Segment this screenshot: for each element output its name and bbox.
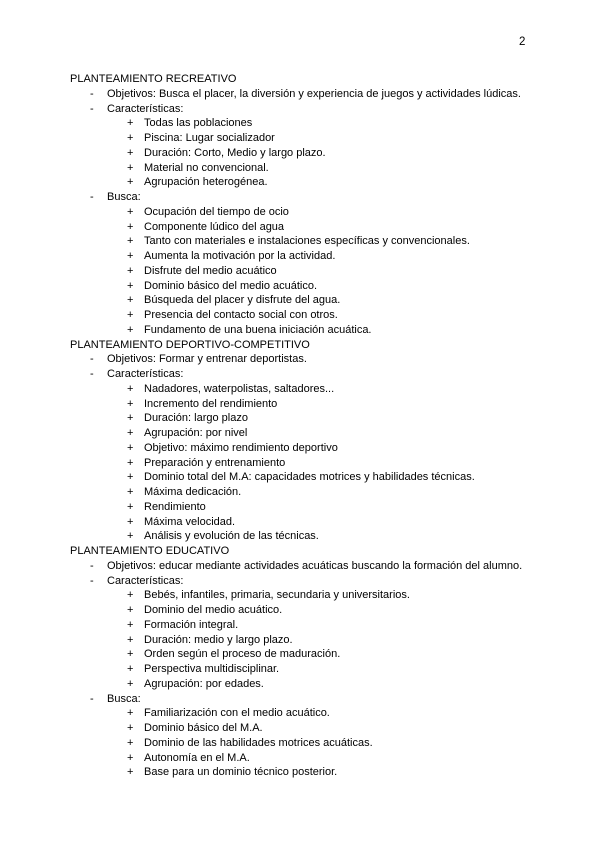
sub-list-item-text: Componente lúdico del agua xyxy=(144,220,285,233)
plus-bullet: + xyxy=(127,707,134,720)
section-title: PLANTEAMIENTO RECREATIVO xyxy=(70,73,237,85)
sub-list-item xyxy=(70,323,580,338)
sub-list-item-text: Tanto con materiales e instalaciones específicas y convencionales. xyxy=(144,235,470,248)
plus-bullet: + xyxy=(127,294,134,307)
plus-bullet: + xyxy=(127,441,134,454)
dash-bullet: - xyxy=(90,102,94,115)
plus-bullet: + xyxy=(127,677,134,690)
sub-list-item-text: Perspectiva multidisciplinar. xyxy=(144,663,280,675)
sub-list-item-text: Incremento del rendimiento xyxy=(144,397,278,410)
sub-list-item-text: Agrupación heterogénea. xyxy=(144,176,268,189)
plus-bullet: + xyxy=(127,722,134,734)
sub-list-item xyxy=(70,441,580,456)
list-item-text: Características: xyxy=(107,368,184,380)
list-item xyxy=(70,367,580,382)
list-item xyxy=(70,190,580,205)
dash-bullet: - xyxy=(90,87,94,100)
plus-bullet: + xyxy=(127,397,134,410)
plus-bullet: + xyxy=(127,500,134,513)
sub-list-item xyxy=(70,146,580,161)
sub-list-item-text: Duración: Corto, Medio y largo plazo. xyxy=(144,146,326,159)
sub-list-item xyxy=(70,161,580,176)
sub-list-item-text: Duración: medio y largo plazo. xyxy=(144,633,293,646)
sub-list-item xyxy=(70,131,580,146)
list-item xyxy=(70,574,580,589)
sub-list-item-text: Nadadores, waterpolistas, saltadores... xyxy=(144,382,335,395)
dash-bullet: - xyxy=(90,559,94,572)
sub-list-item-text: Presencia del contacto social con otros. xyxy=(144,309,338,321)
sub-list-item xyxy=(70,647,580,662)
plus-bullet: + xyxy=(127,205,134,218)
plus-bullet: + xyxy=(127,382,134,395)
plus-bullet: + xyxy=(127,648,134,661)
plus-bullet: + xyxy=(127,264,134,277)
dash-bullet: - xyxy=(90,353,94,366)
sub-list-item-text: Análisis y evolución de las técnicas. xyxy=(144,530,319,543)
sub-list-item-text: Base para un dominio técnico posterior. xyxy=(144,766,338,779)
page-number: 2 xyxy=(519,36,526,48)
plus-bullet: + xyxy=(127,751,134,764)
sub-list-item-text: Autonomía en el M.A. xyxy=(144,751,250,764)
dash-bullet: - xyxy=(90,692,94,705)
sub-list-item xyxy=(70,382,580,397)
sub-list-item-text: Bebés, infantiles, primaria, secundaria y universitarios. xyxy=(144,589,410,602)
sub-list-item-text: Dominio básico del M.A. xyxy=(144,722,263,734)
sub-list-item-text: Máxima dedicación. xyxy=(144,486,242,498)
sub-list-item xyxy=(70,456,580,471)
sub-list-item-text: Todas las poblaciones xyxy=(144,117,253,130)
plus-bullet: + xyxy=(127,515,134,528)
sub-list-item-text: Rendimiento xyxy=(144,500,206,513)
sub-list-item xyxy=(70,249,580,264)
sub-list-item xyxy=(70,264,580,279)
plus-bullet: + xyxy=(127,471,134,484)
plus-bullet: + xyxy=(127,146,134,159)
plus-bullet: + xyxy=(127,456,134,469)
sub-list-item xyxy=(70,470,580,485)
sub-list-item-text: Máxima velocidad. xyxy=(144,515,236,528)
plus-bullet: + xyxy=(127,176,134,189)
list-item xyxy=(70,102,580,117)
sub-list-item-text: Dominio básico del medio acuático. xyxy=(144,279,318,292)
sub-list-item xyxy=(70,500,580,515)
plus-bullet: + xyxy=(127,279,134,292)
list-item-text: Objetivos: Busca el placer, la diversión y experiencia de juegos y actividades lúdicas. xyxy=(107,87,521,100)
plus-bullet: + xyxy=(127,412,134,425)
sub-list-item xyxy=(70,293,580,308)
sub-list-item-text: Orden según el proceso de maduración. xyxy=(144,648,341,661)
dash-bullet: - xyxy=(90,574,94,587)
sub-list-item-text: Familiarización con el medio acuático. xyxy=(144,707,330,720)
plus-bullet: + xyxy=(127,220,134,233)
plus-bullet: + xyxy=(127,633,134,646)
list-item-text: Objetivos: Formar y entrenar deportistas. xyxy=(107,353,307,366)
plus-bullet: + xyxy=(127,117,134,130)
sub-list-item xyxy=(70,220,580,235)
plus-bullet: + xyxy=(127,250,134,262)
sub-list-item xyxy=(70,706,580,721)
sub-list-item xyxy=(70,618,580,633)
plus-bullet: + xyxy=(127,604,134,616)
sub-list-item xyxy=(70,411,580,426)
sub-list-item-text: Agrupación: por nivel xyxy=(144,427,248,439)
sub-list-item xyxy=(70,205,580,220)
list-item xyxy=(70,692,580,707)
plus-bullet: + xyxy=(127,618,134,631)
sub-list-item xyxy=(70,751,580,766)
section-title: PLANTEAMIENTO DEPORTIVO-COMPETITIVO xyxy=(70,338,310,351)
list-item xyxy=(70,352,580,367)
list-item-text: Busca: xyxy=(107,191,141,203)
sub-list-item xyxy=(70,588,580,603)
plus-bullet: + xyxy=(127,486,134,498)
plus-bullet: + xyxy=(127,589,134,602)
sub-list-item xyxy=(70,662,580,677)
plus-bullet: + xyxy=(127,161,134,174)
sub-list-item xyxy=(70,234,580,249)
sub-list-item-text: Duración: largo plazo xyxy=(144,412,248,425)
sub-list-item-text: Piscina: Lugar socializador xyxy=(144,132,275,144)
sub-list-item-text: Preparación y entrenamiento xyxy=(144,456,286,469)
section-title: PLANTEAMIENTO EDUCATIVO xyxy=(70,545,230,557)
sub-list-item xyxy=(70,603,580,618)
document-body xyxy=(70,72,580,780)
sub-list-item-text: Dominio de las habilidades motrices acuáticas. xyxy=(144,736,373,749)
sub-list-item-text: Aumenta la motivación por la actividad. xyxy=(144,250,336,262)
plus-bullet: + xyxy=(127,530,134,543)
sub-list-item xyxy=(70,765,580,780)
plus-bullet: + xyxy=(127,766,134,779)
sub-list-item-text: Ocupación del tiempo de ocio xyxy=(144,205,289,218)
list-item-text: Características: xyxy=(107,102,184,115)
list-item-text: Características: xyxy=(107,574,184,587)
sub-list-item xyxy=(70,736,580,751)
list-item-text: Busca: xyxy=(107,692,141,705)
plus-bullet: + xyxy=(127,736,134,749)
sub-list-item xyxy=(70,515,580,530)
sub-list-item-text: Fundamento de una buena iniciación acuática. xyxy=(144,323,372,336)
sub-list-item xyxy=(70,721,580,736)
sub-list-item-text: Agrupación: por edades. xyxy=(144,677,264,690)
list-item xyxy=(70,87,580,102)
sub-list-item-text: Objetivo: máximo rendimiento deportivo xyxy=(144,441,338,454)
sub-list-item xyxy=(70,308,580,323)
sub-list-item-text: Dominio total del M.A: capacidades motrices y habilidades técnicas. xyxy=(144,471,475,484)
dash-bullet: - xyxy=(90,368,94,380)
plus-bullet: + xyxy=(127,309,134,321)
plus-bullet: + xyxy=(127,427,134,439)
sub-list-item-text: Formación integral. xyxy=(144,618,239,631)
sub-list-item xyxy=(70,175,580,190)
sub-list-item-text: Disfrute del medio acuático xyxy=(144,264,277,277)
plus-bullet: + xyxy=(127,323,134,336)
sub-list-item xyxy=(70,397,580,412)
sub-list-item xyxy=(70,116,580,131)
sub-list-item xyxy=(70,279,580,294)
sub-list-item-text: Búsqueda del placer y disfrute del agua. xyxy=(144,294,341,307)
plus-bullet: + xyxy=(127,132,134,144)
list-item-text: Objetivos: educar mediante actividades acuáticas buscando la formación del alumno. xyxy=(107,559,523,572)
dash-bullet: - xyxy=(90,191,94,203)
sub-list-item xyxy=(70,426,580,441)
sub-list-item xyxy=(70,485,580,500)
plus-bullet: + xyxy=(127,235,134,248)
sub-list-item-text: Material no convencional. xyxy=(144,161,269,174)
sub-list-item xyxy=(70,677,580,692)
sub-list-item xyxy=(70,529,580,544)
plus-bullet: + xyxy=(127,663,134,675)
sub-list-item-text: Dominio del medio acuático. xyxy=(144,604,283,616)
sub-list-item xyxy=(70,633,580,648)
list-item xyxy=(70,559,580,574)
